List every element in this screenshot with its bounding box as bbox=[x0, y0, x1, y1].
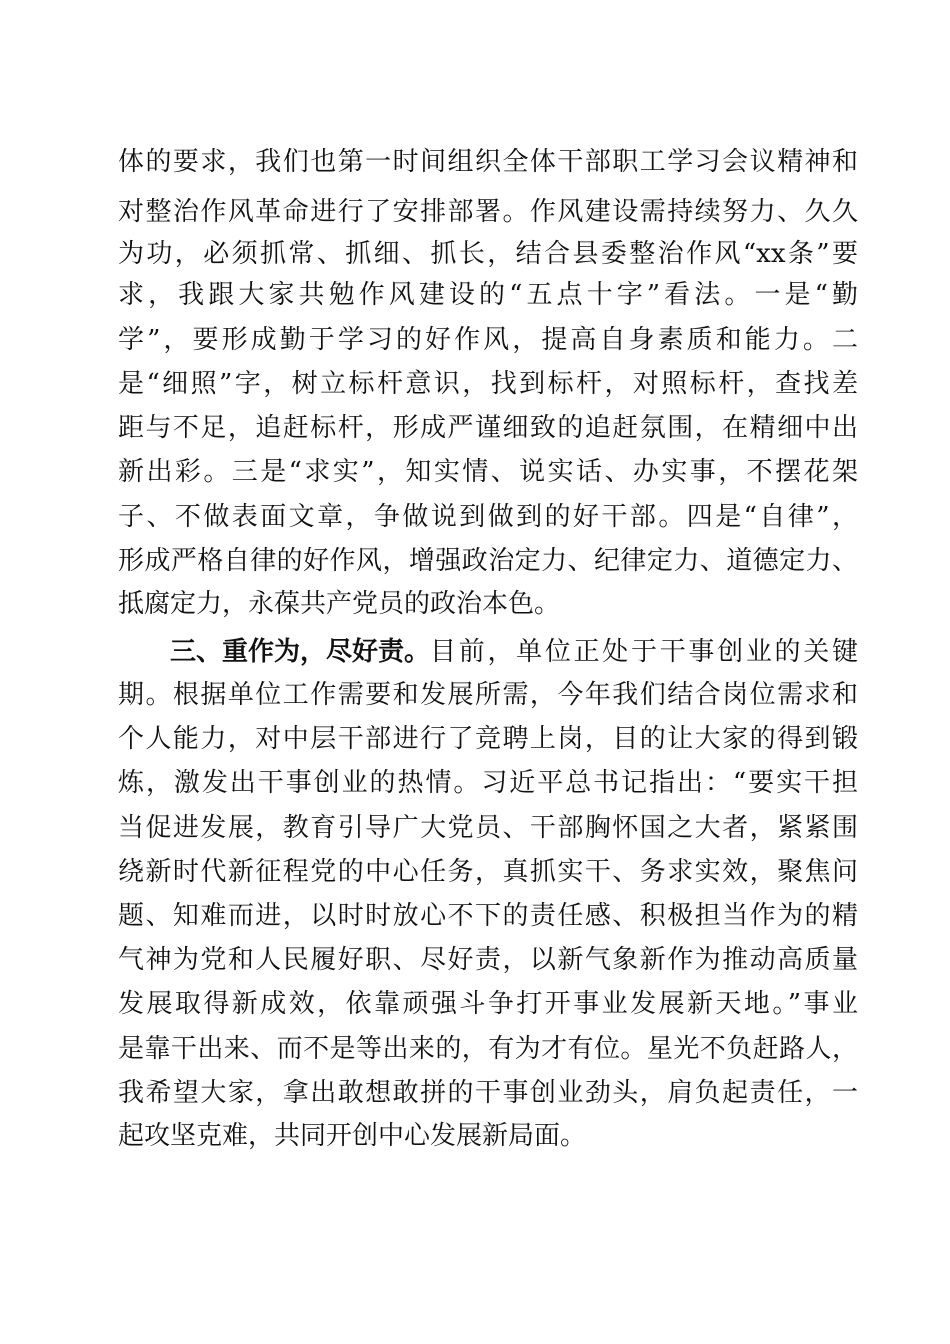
paragraph-line: 对整治作风革命进行了安排部署。作风建设需持续努力、久久 bbox=[118, 197, 858, 227]
paragraph-line: 形成严格自律的好作风，增强政治定力、纪律定力、道德定力、 bbox=[118, 546, 858, 576]
paragraph-line: 为功，必须抓常、抓细、抓长，结合县委整治作风“xx条”要 bbox=[118, 239, 858, 269]
paragraph-line: 期。根据单位工作需要和发展所需，今年我们结合岗位需求和 bbox=[118, 680, 858, 710]
paragraph-line: 题、知难而进，以时时放心不下的责任感、积极担当作为的精 bbox=[118, 901, 858, 931]
paragraph-line: 子、不做表面文章，争做说到做到的好干部。四是“自律”， bbox=[118, 502, 858, 532]
paragraph-line: 当促进发展，教育引导广大党员、干部胸怀国之大者，紧紧围 bbox=[118, 813, 858, 843]
paragraph-line: 起攻坚克难，共同开创中心发展新局面。 bbox=[118, 1121, 587, 1151]
paragraph-line: 是“细照”字，树立标杆意识，找到标杆，对照标杆，查找差 bbox=[118, 369, 858, 399]
paragraph-line: 抵腐定力，永葆共产党员的政治本色。 bbox=[118, 589, 561, 619]
paragraph-line: 炼，激发出干事创业的热情。习近平总书记指出：“要实干担 bbox=[118, 768, 858, 798]
paragraph-line: 绕新时代新征程党的中心任务，真抓实干、务求实效，聚焦问 bbox=[118, 857, 858, 887]
section-3-heading: 三、重作为，尽好责。 bbox=[170, 637, 431, 667]
paragraph-line: 体的要求，我们也第一时间组织全体干部职工学习会议精神和 bbox=[118, 147, 858, 177]
paragraph-line: 发展取得新成效，依靠顽强斗争打开事业发展新天地。”事业 bbox=[118, 989, 858, 1019]
section-3-first-line bbox=[170, 632, 858, 672]
paragraph-line: 个人能力，对中层干部进行了竞聘上岗，目的让大家的得到锻 bbox=[118, 724, 858, 754]
paragraph-line: 我希望大家，拿出敢想敢拼的干事创业劲头，肩负起责任，一 bbox=[118, 1078, 858, 1108]
paragraph-line: 新出彩。三是“求实”，知实情、说实话、办实事，不摆花架 bbox=[118, 457, 858, 487]
paragraph-line: 求，我跟大家共勉作风建设的“五点十字”看法。一是“勤 bbox=[118, 280, 858, 310]
section-3-first-line-text: 目前，单位正处于干事创业的关键 bbox=[430, 637, 858, 667]
paragraph-line: 距与不足，追赶标杆，形成严谨细致的追赶氛围，在精细中出 bbox=[118, 413, 858, 443]
paragraph-line: 是靠干出来、而不是等出来的，有为才有位。星光不负赶路人， bbox=[118, 1034, 858, 1064]
paragraph-line: 气神为党和人民履好职、尽好责，以新气象新作为推动高质量 bbox=[118, 945, 858, 975]
paragraph-line: 学”，要形成勤于学习的好作风，提高自身素质和能力。二 bbox=[118, 325, 858, 355]
